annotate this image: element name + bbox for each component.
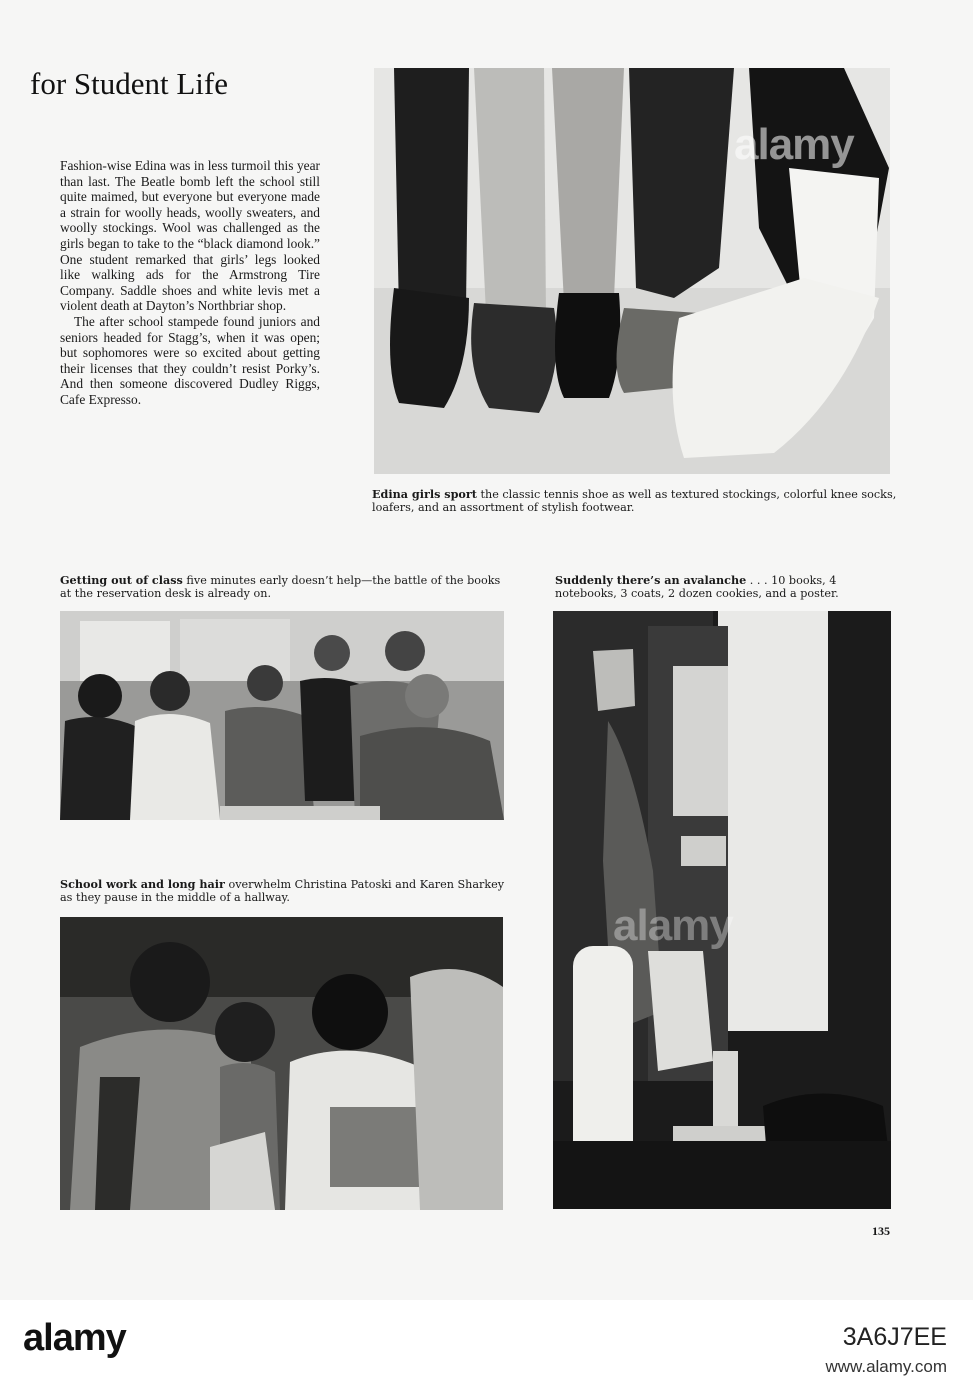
caption-text: . . . 10 books, 4 notebooks, 3 coats, 2 dozen cookies, and a poster. <box>555 574 839 600</box>
locker-photo <box>553 611 891 1209</box>
article-paragraph: Fashion-wise Edina was in less turmoil this year than last. The Beatle bomb left the school still quite maimed, but everyone but everyone made a strain for woolly heads, woolly sweaters, and woolly stockings. Wool was challenged as the girls began to take to the “black diamond look.” One student remarked that girls’ legs looked like walking ads for the Armstrong Tire Company. Saddle shoes and white levis met a violent death at Dayton’s Northbriar shop. <box>60 158 320 314</box>
shoes-photo <box>374 68 890 474</box>
image-id: 3A6J7EE <box>842 1323 947 1351</box>
hallway-photo <box>60 917 503 1210</box>
article-paragraph: The after school stampede found juniors and seniors headed for Stagg’s, when it was open; but sophomores were so excited about getting their licenses that they couldn’t resist Porky’s. And then someone discovered Dudley Riggs, Cafe Expresso. <box>60 313 320 407</box>
hallway-caption <box>60 878 508 904</box>
reservation-desk-photo <box>60 611 504 820</box>
alamy-url: www.alamy.com <box>825 1357 947 1376</box>
caption-lead: Edina girls sport <box>372 487 477 501</box>
article-body <box>60 158 320 408</box>
alamy-logo: alamy <box>23 1317 126 1359</box>
caption-lead: School work and long hair <box>60 877 225 891</box>
avalanche-caption <box>555 574 895 600</box>
class-caption <box>60 574 508 600</box>
caption-text: overwhelm Christina Patoski and Karen Sharkey as they pause in the middle of a hallway. <box>60 878 505 904</box>
caption-lead: Suddenly there’s an avalanche <box>555 573 747 587</box>
caption-lead: Getting out of class <box>60 573 183 587</box>
watermark-overlay: alamy <box>613 901 733 950</box>
watermark-overlay: alamy <box>734 120 854 169</box>
shoes-caption <box>372 488 897 514</box>
caption-text: five minutes early doesn’t help—the battle of the books at the reservation desk is already on. <box>60 574 501 600</box>
caption-text: the classic tennis shoe as well as textured stockings, colorful knee socks, loafers, and an assortment of stylish footwear. <box>372 488 897 514</box>
page-number: 135 <box>872 1224 890 1238</box>
page-title: for Student Life <box>30 66 229 101</box>
